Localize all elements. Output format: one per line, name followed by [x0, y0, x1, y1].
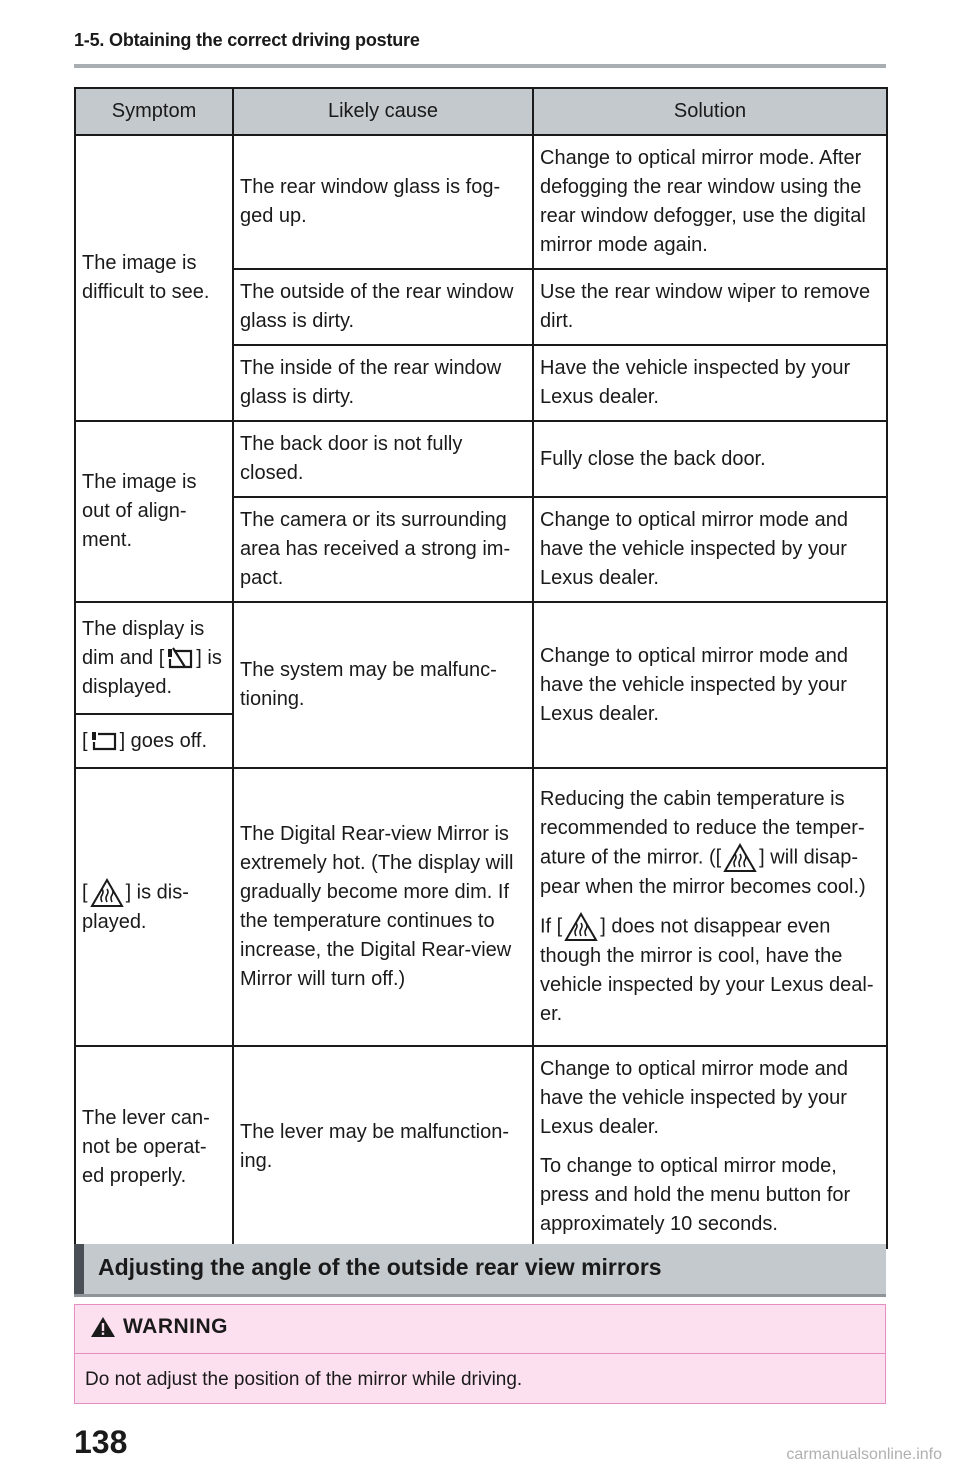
solution-cell [533, 1046, 887, 1248]
cause-cell: The inside of the rear window glass is dirty. [233, 345, 533, 421]
symptom-cell [75, 602, 233, 714]
column-header-solution: Solution [533, 88, 887, 135]
solution-text: ] does not disappear even though the mirror is cool, have the vehicle inspected by your Lexus deal- er. [540, 915, 874, 1025]
camera-icon [90, 730, 118, 752]
high-temperature-warning-icon [90, 878, 124, 908]
section-accent-bar [74, 1244, 84, 1294]
cause-cell: The Digital Rear-view Mirror is extremely hot. (The display will gradually become more dim. If the temperature continues to increase, the Digital Rear-view Mirror will turn off.) [233, 768, 533, 1046]
camera-warning-icon [166, 646, 194, 670]
warning-text: Do not adjust the position of the mirror while driving. [85, 1369, 523, 1390]
solution-paragraph: To change to optical mirror mode, press and hold the menu button for approximately 10 seconds. [540, 1155, 851, 1235]
high-temperature-warning-icon [564, 912, 598, 942]
symptom-text: ] goes off. [119, 729, 208, 752]
section-header: 1-5. Obtaining the correct driving posture [74, 30, 420, 50]
symptom-text: [ [82, 729, 88, 752]
solution-text: ] will disap- pear when the mirror becomes cool.) [540, 846, 866, 898]
warning-box [74, 1304, 886, 1404]
cause-cell: The rear window glass is fog- ged up. [233, 135, 533, 269]
solution-cell: Change to optical mirror mode and have the vehicle inspected by your Lexus dealer. [533, 602, 887, 768]
solution-text: Reducing the cabin temperature is recommended to reduce the temper- ature of the mirror. ([ [540, 788, 865, 869]
column-header-symptom: Symptom [75, 88, 233, 135]
table-row [75, 768, 887, 1046]
symptom-cell [75, 714, 233, 768]
symptom-text: [ [82, 880, 88, 903]
solution-cell: Change to optical mirror mode. After defogging the rear window using the rear window defogger, use the digital mirror mode again. [533, 135, 887, 269]
symptom-text: ] is dis- played. [82, 880, 189, 933]
section-title-bar [74, 1244, 886, 1297]
high-temperature-warning-icon [723, 843, 757, 873]
solution-paragraph: Change to optical mirror mode and have the vehicle inspected by your Lexus dealer. [540, 1058, 848, 1138]
cause-cell: The camera or its surrounding area has received a strong im- pact. [233, 497, 533, 602]
table-row [75, 421, 887, 497]
table-row [75, 1046, 887, 1248]
warning-label: WARNING [123, 1315, 228, 1338]
solution-cell [533, 768, 887, 1046]
warning-icon [89, 1315, 117, 1339]
solution-cell: Use the rear window wiper to remove dirt. [533, 269, 887, 345]
solution-text: If [ [540, 915, 563, 938]
solution-cell: Have the vehicle inspected by your Lexus dealer. [533, 345, 887, 421]
warning-divider [75, 1353, 885, 1354]
warning-header [89, 1315, 228, 1339]
troubleshooting-table [74, 87, 888, 1249]
cause-cell: The outside of the rear window glass is dirty. [233, 269, 533, 345]
header-divider [74, 64, 886, 68]
solution-cell: Fully close the back door. [533, 421, 887, 497]
cause-cell: The lever may be malfunction- ing. [233, 1046, 533, 1248]
column-header-cause: Likely cause [233, 88, 533, 135]
symptom-cell [75, 768, 233, 1046]
symptom-cell: The lever can- not be operat- ed properly. [75, 1046, 233, 1248]
solution-cell: Change to optical mirror mode and have the vehicle inspected by your Lexus dealer. [533, 497, 887, 602]
cause-cell: The system may be malfunc- tioning. [233, 602, 533, 768]
watermark: carmanualsonline.info [786, 1446, 942, 1463]
solution-paragraph [540, 912, 880, 1029]
page-number: 138 [74, 1424, 128, 1460]
cause-cell: The back door is not fully closed. [233, 421, 533, 497]
symptom-text: The display is dim and [ [82, 617, 205, 669]
table-row [75, 602, 887, 714]
symptom-cell: The image is out of align- ment. [75, 421, 233, 602]
table-header-row [75, 88, 887, 135]
symptom-text: ] is displayed. [82, 646, 222, 698]
table-row [75, 135, 887, 269]
solution-paragraph [540, 785, 880, 902]
section-title: Adjusting the angle of the outside rear view mirrors [98, 1254, 662, 1280]
symptom-cell: The image is difficult to see. [75, 135, 233, 421]
